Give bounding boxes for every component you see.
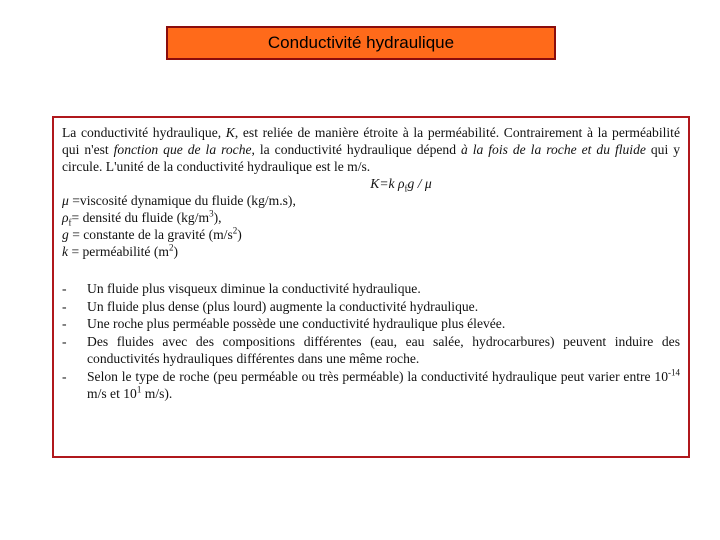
bullet-exp-1: -14	[668, 366, 680, 377]
bullet-dash: -	[62, 333, 67, 349]
list-item	[62, 298, 680, 316]
g-end: )	[237, 227, 242, 242]
g-exp: 2	[232, 225, 238, 236]
definition-g	[62, 226, 680, 243]
intro-text-4: qui y circule. L'unité de la conductivité hydraulique est le m/s.	[62, 142, 681, 174]
intro-k-symbol: K	[225, 125, 235, 140]
intro-text-1: La conductivité hydraulique,	[62, 125, 226, 140]
bullet-text-mid: m/s et 10	[87, 386, 137, 401]
definition-k	[62, 243, 680, 260]
bullet-text: Une roche plus perméable possède une conductivité hydraulique plus élevée.	[87, 316, 506, 331]
slide-title-text: Conductivité hydraulique	[267, 33, 455, 52]
rho-sub: f	[68, 217, 72, 228]
rho-symbol: ρ	[62, 210, 69, 225]
rho-exp: 3	[209, 208, 214, 219]
bullet-dash: -	[62, 316, 67, 331]
k-text: = perméabilité (m	[68, 244, 169, 259]
intro-text-2: , est reliée de manière étroite à la perméabilité. Contrairement à la perméabilité qui n'est	[62, 125, 680, 157]
rho-end: ),	[213, 210, 222, 225]
definition-rho	[62, 209, 680, 226]
g-symbol: g	[62, 227, 69, 242]
formula-post: g / μ	[407, 176, 432, 191]
k-exp: 2	[168, 242, 174, 253]
bullet-text: Un fluide plus dense (plus lourd) augmente la conductivité hydraulique.	[87, 298, 479, 314]
intro-italic-1: fonction que de la roche	[113, 142, 252, 157]
mu-text: =viscosité dynamique du fluide (kg/m.s),	[68, 193, 296, 208]
bullet-dash: -	[62, 298, 67, 314]
intro-text-3: , la conductivité hydraulique dépend	[251, 142, 461, 157]
content-frame	[52, 116, 690, 458]
rho-text: = densité du fluide (kg/m	[71, 210, 210, 225]
formula	[62, 175, 680, 192]
bullet-exp-2: 1	[136, 384, 142, 395]
intro-italic-2: à la fois de la roche et du fluide	[460, 142, 646, 157]
bullet-dash: -	[62, 368, 67, 384]
list-item	[62, 315, 680, 333]
g-text: = constante de la gravité (m/s	[68, 227, 233, 242]
formula-sub: f	[404, 183, 408, 194]
list-item	[62, 333, 680, 368]
bullet-list	[62, 280, 680, 403]
list-item	[62, 368, 680, 403]
bullet-text-pre: Selon le type de roche (peu perméable ou très perméable) la conductivité hydraulique peut varier entre 10	[87, 368, 668, 384]
bullet-text-end: m/s).	[141, 386, 173, 401]
slide-title	[166, 26, 556, 60]
definition-mu	[62, 192, 680, 209]
mu-symbol: μ	[62, 193, 69, 208]
intro-paragraph	[62, 124, 680, 175]
bullet-text: Des fluides avec des compositions différentes (eau, eau salée, hydrocarbures) peuvent induire des conductivités hydrauliques différentes dans une même roche.	[87, 333, 680, 366]
k-end: )	[173, 244, 178, 259]
bullet-text: Un fluide plus visqueux diminue la conductivité hydraulique.	[87, 281, 421, 296]
formula-pre: K=k ρ	[370, 176, 405, 191]
bullet-dash: -	[62, 281, 67, 296]
list-item	[62, 280, 680, 298]
k-symbol: k	[62, 244, 69, 259]
